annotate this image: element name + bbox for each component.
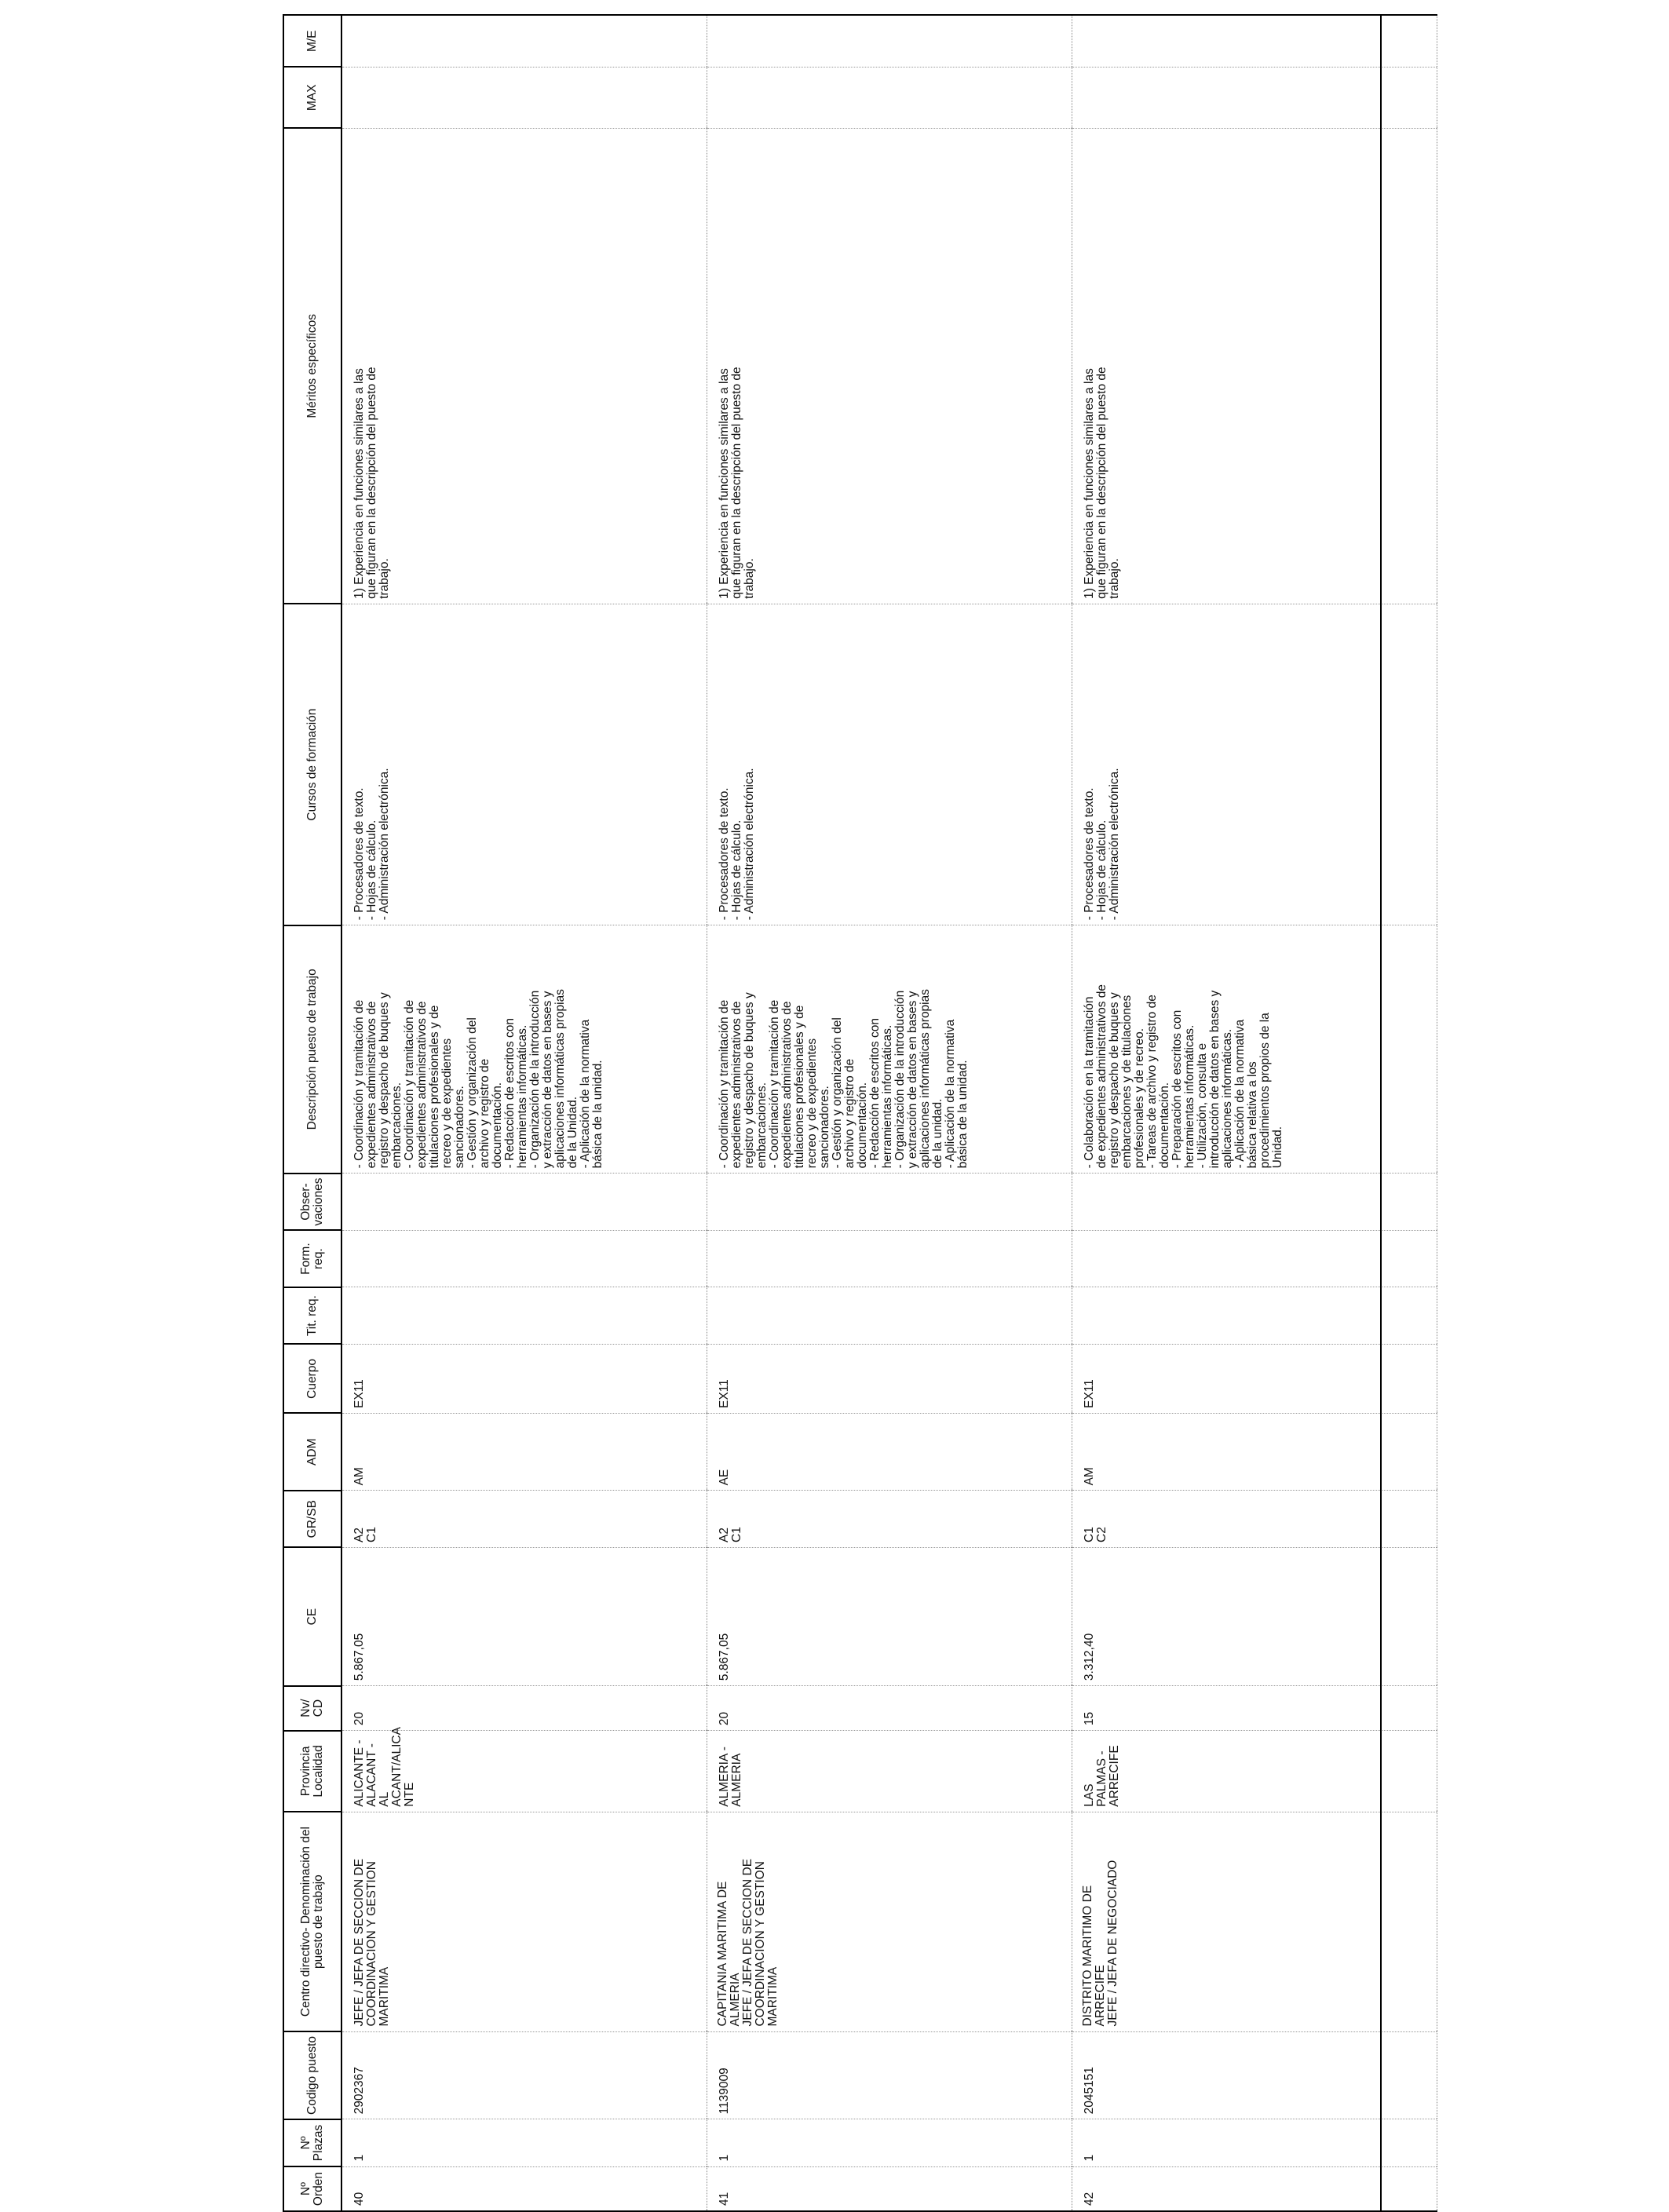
cell-nivel: 20 [707, 1686, 1072, 1731]
cell-tit [341, 1287, 707, 1345]
header-obs: Obser- vaciones [283, 1174, 341, 1231]
cell-nivel: 20 [341, 1686, 707, 1731]
cell-codigo: 2045151 [1072, 2031, 1437, 2119]
cell-cuerpo: EX11 [1072, 1344, 1437, 1413]
cell-denominacion: JEFE / JEFA DE NEGOCIADO [1106, 1860, 1119, 2027]
header-plazas: Nº Plazas [283, 2119, 341, 2166]
cell-obs [341, 1174, 707, 1231]
cell-nivel: 15 [1072, 1686, 1437, 1731]
puestos-table [283, 14, 1437, 2212]
cell-orden: 40 [341, 2166, 707, 2211]
cell-max [341, 67, 707, 128]
cell-ce: 3.312,40 [1072, 1547, 1437, 1685]
cell-obs [707, 1174, 1072, 1231]
cell-meritos: 1) Experiencia en funciones similares a las que figuran en la descripción del puesto de trabajo. [1072, 128, 1437, 604]
header-cuerpo: Cuerpo [283, 1344, 341, 1413]
header-grsb: GR/SB [283, 1491, 341, 1548]
cell-tit [1072, 1287, 1437, 1345]
cell-me [707, 15, 1072, 67]
cell-plazas: 1 [1072, 2119, 1437, 2166]
cell-meritos: 1) Experiencia en funciones similares a las que figuran en la descripción del puesto de trabajo. [341, 128, 707, 604]
centro-directivo-label: CAPITANIA MARITIMA DE ALMERIA [716, 1881, 742, 2027]
cell-descripcion: - Coordinación y tramitación de expedientes administrativos de registro y despacho de buques y embarcaciones. - Coordinación y tramitación de expedientes administrativos de titulaciones profesionales y de recreo y de expedientes sancionadores. - Gestión y organización del archivo y registro de documentación. - Redacción de escritos con herramientas informáticas. - Organización de la introducción y extracción de datos en bases y aplicaciones informáticas propias de la Unidad. - Aplicación de la normativa básica de la unidad. [341, 925, 707, 1174]
cell-adm: AM [1072, 1413, 1437, 1490]
cell-adm: AM [341, 1413, 707, 1490]
cell-codigo: 2902367 [341, 2031, 707, 2119]
header-centro: Centro directivo- Denominación del puesto de trabajo [283, 1812, 341, 2031]
rotated-table-wrapper [283, 14, 1382, 2212]
cell-obs [1072, 1174, 1437, 1231]
cell-denominacion-group [707, 1812, 1072, 2031]
cell-provincia: LAS PALMAS - ARRECIFE [1072, 1731, 1437, 1812]
cell-denominacion: JEFE / JEFA DE SECCION DE COORDINACION Y GESTION MARITIMA [741, 1858, 780, 2027]
cell-tit [707, 1287, 1072, 1345]
header-descripcion: Descripción puesto de trabajo [283, 925, 341, 1174]
cell-cursos: - Procesadores de texto. - Hojas de cálculo. - Administración electrónica. [341, 604, 707, 925]
table-row [341, 15, 707, 2211]
cell-codigo: 1139009 [707, 2031, 1072, 2119]
table-row [1072, 15, 1437, 2211]
header-cursos: Cursos de formación [283, 604, 341, 925]
cell-max [707, 67, 1072, 128]
header-row [283, 15, 341, 2211]
cell-cursos: - Procesadores de texto. - Hojas de cálculo. - Administración electrónica. [707, 604, 1072, 925]
centro-directivo-label: DISTRITO MARITIMO DE ARRECIFE [1081, 1885, 1107, 2027]
cell-ce: 5.867,05 [707, 1547, 1072, 1685]
header-codigo: Codigo puesto [283, 2031, 341, 2119]
header-orden: Nº Orden [283, 2166, 341, 2211]
header-ce: CE [283, 1547, 341, 1685]
header-meritos: Méritos específicos [283, 128, 341, 604]
cell-grsb: C1 C2 [1072, 1491, 1437, 1548]
cell-adm: AE [707, 1413, 1072, 1490]
cell-grsb: A2 C1 [707, 1491, 1072, 1548]
cell-me [1072, 15, 1437, 67]
cell-max [1072, 67, 1437, 128]
cell-form [1072, 1230, 1437, 1287]
cell-denominacion: JEFE / JEFA DE SECCION DE COORDINACION Y GESTION MARITIMA [341, 1812, 707, 2031]
table-row [707, 15, 1072, 2211]
cell-denominacion-group [1072, 1812, 1437, 2031]
cell-plazas: 1 [707, 2119, 1072, 2166]
cell-cuerpo: EX11 [341, 1344, 707, 1413]
cell-meritos: 1) Experiencia en funciones similares a las que figuran en la descripción del puesto de trabajo. [707, 128, 1072, 604]
header-form: Form. req. [283, 1230, 341, 1287]
header-nivel: Nv/ CD [283, 1686, 341, 1731]
cell-grsb: A2 C1 [341, 1491, 707, 1548]
header-adm: ADM [283, 1413, 341, 1490]
header-provincia: Provincia Localidad [283, 1731, 341, 1812]
cell-descripcion: - Colaboración en la tramitación de expedientes administrativos de registro y despacho de buques y embarcaciones y de titulaciones profesionales y de recreo. - Tareas de archivo y registro de documentación. - Preparación de escritos con herramientas informáticas. - Utilización, consulta e introducción de datos en bases y aplicaciones informáticas. - Aplicación de la normativa básica relativa a los procedimientos propios de la Unidad. [1072, 925, 1437, 1174]
cell-form [341, 1230, 707, 1287]
header-max: MAX [283, 67, 341, 128]
cell-provincia: ALMERIA - ALMERIA [707, 1731, 1072, 1812]
cell-provincia: ALICANTE - ALACANT - AL ACANT/ALICA NTE [341, 1731, 707, 1812]
header-me: M/E [283, 15, 341, 67]
cell-cursos: - Procesadores de texto. - Hojas de cálculo. - Administración electrónica. [1072, 604, 1437, 925]
cell-plazas: 1 [341, 2119, 707, 2166]
cell-form [707, 1230, 1072, 1287]
cell-cuerpo: EX11 [707, 1344, 1072, 1413]
cell-orden: 42 [1072, 2166, 1437, 2211]
cell-ce: 5.867,05 [341, 1547, 707, 1685]
cell-me [341, 15, 707, 67]
cell-orden: 41 [707, 2166, 1072, 2211]
cell-descripcion: - Coordinación y tramitación de expedientes administrativos de registro y despacho de buques y embarcaciones. - Coordinación y tramitación de expedientes administrativos de titulaciones profesionales y de recreo y de expedientes sancionadores. - Gestión y organización del archivo y registro de documentación. - Redacción de escritos con herramientas informáticas. - Organización de la introducción y extracción de datos en bases y aplicaciones informáticas propias de la unidad. - Aplicación de la normativa básica de la unidad. [707, 925, 1072, 1174]
header-tit: Tit. req. [283, 1287, 341, 1345]
